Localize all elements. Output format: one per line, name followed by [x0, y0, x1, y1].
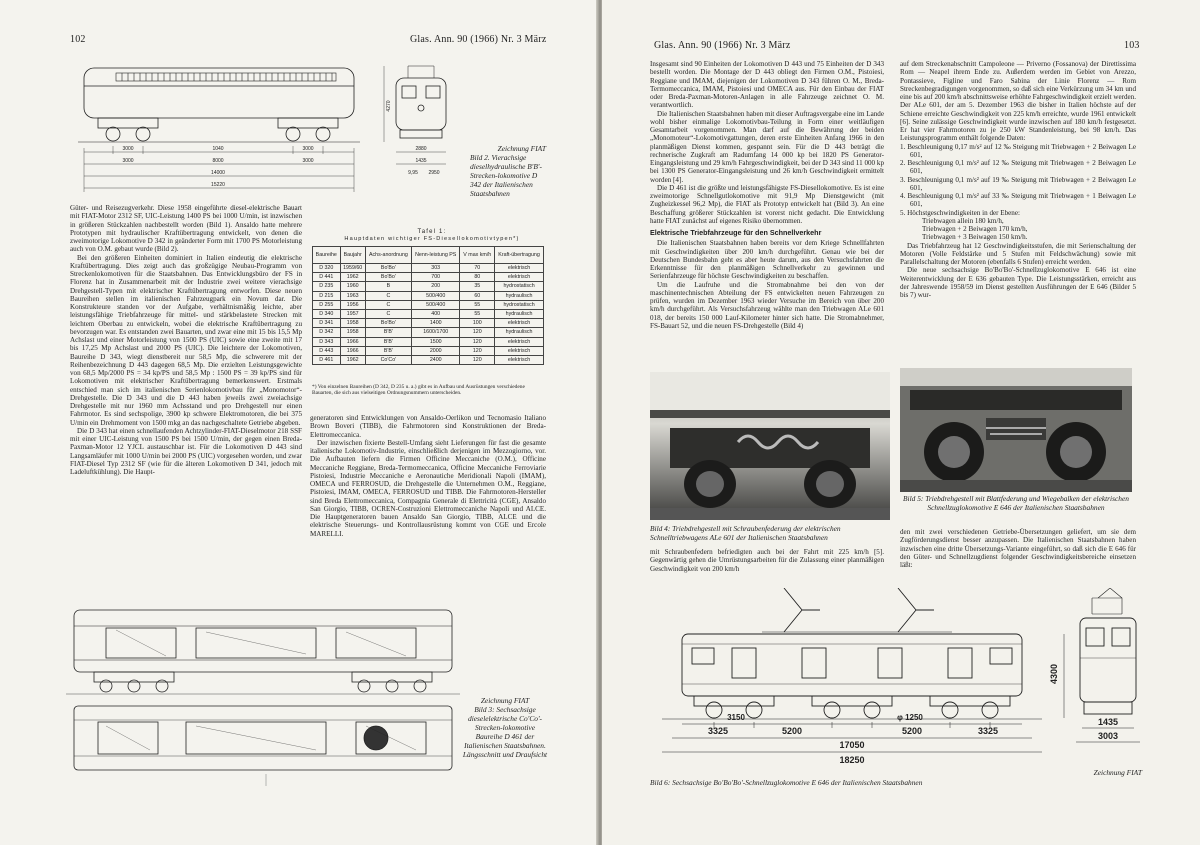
table-row: [313, 337, 544, 346]
dim-gauge-1435: 1435: [1097, 717, 1119, 727]
table-cell: 1962: [340, 273, 365, 282]
table-cell: 1400: [411, 319, 460, 328]
table-cell: C: [365, 309, 411, 318]
paragraph: Die Italienischen Staatsbahnen haben bereits vor dem Kriege Schnellfahrten mit Geschwindigkeiten über 200 km/h durchgeführt. Genau wie bei der Deutschen Bundesbahn geht es aber heute darum, aus den Versuchsfahrten die Erkenntnisse für den planmäßigen Schnellverkehr zu gewinnen und Serienfahrzeuge für höchste Geschwindigkeiten zu beschaffen.: [650, 239, 884, 281]
list-item: Triebwagen allein 180 km/h,: [922, 216, 1004, 225]
table-cell: elektrisch: [495, 264, 544, 273]
dim-3325-left: 3325: [707, 726, 729, 736]
dim-front2: 2950: [428, 170, 440, 176]
table-cell: 303: [411, 264, 460, 273]
table-row: [313, 309, 544, 318]
table-cell: 1966: [340, 346, 365, 355]
table-cell: D 340: [313, 309, 341, 318]
paragraph: auf dem Streckenabschnitt Campoleone — Priverno (Fossanova) der Direttissima Rom — Neapel ihrem Ende zu. Außerdem werden im Gebiet von Arezzo, Pontassieve, Figline und Faro Sabina der Linie Florenz — Rom Streckenbegradigungen vorgenommen, so daß sich eine Verkürzung um 34 km und eine bis auf 200 km/h abschnittsweise erhöhte Fahrgeschwindigkeit erzielt werden. Der ALe 601, der am 5. Dezember 1963 die bisher in Italien höchste auf der Schiene erreichte Geschwindigkeit von 225 km/h erreichte, wurde 1961 entwickelt [6]. Seine zulässige Geschwindigkeit wurde inzwischen auf 180 km/h festgesetzt. Er hat vier Fahrmotoren zu je 250 kW Standenleistung, bei 98 km/h. Das Leistungsprogramm enthält folgende Daten:: [900, 60, 1136, 143]
table-cell: D 320: [313, 264, 341, 273]
paragraph: generatoren sind Entwicklungen von Ansaldo-Oerlikon und Tecnomasio Italiano Brown Boveri (TIBB), die Fahrmotoren sind Konstruktionen der Breda-Elettromeccanica.: [310, 414, 546, 439]
table-cell: D 343: [313, 337, 341, 346]
figure-3-drawing: [66, 590, 460, 786]
table-cell: 35: [460, 282, 495, 291]
table-cell: 120: [460, 346, 495, 355]
table-cell: elektrisch: [495, 337, 544, 346]
dim-3150: 3150: [727, 713, 745, 722]
dim-d2: 8000: [212, 158, 224, 164]
table-cell: D 255: [313, 300, 341, 309]
list-item: 4. Beschleunigung 0,1 m/s² auf 33 ‰ Steigung mit Triebwagen + 1 Beiwagen Le 601,: [900, 192, 1136, 209]
list-item: Triebwagen + 3 Beiwagen 150 km/h.: [922, 233, 1028, 242]
table-cell: 2400: [411, 355, 460, 364]
list-item: 3. Beschleunigung 0,1 m/s² auf 19 ‰ Steigung mit Triebwagen + 2 Beiwagen Le 601,: [900, 175, 1136, 192]
table-cell: Bo'Bo': [365, 264, 411, 273]
dim-d5: 15220: [211, 182, 225, 188]
table-header: Kraft-übertragung: [495, 247, 544, 264]
paragraph: Um die Laufruhe und die Stromabnahme bei den von der maschinentechnischen Abteilung der FS entwickelten neuen Fahrzeugen zu prüfen, wurden im Dezember 1963 wieder Versuche im Bereich von über 200 km/h durchgeführt. Als Versuchsfahrzeug wählte man den Triebwagen ALe 601 018, der bereits 150 000 Lauf-Kilometer hinter sich hatte. Die Stromabnehmer, FS-Bauart 52, und die neuen FS-Drehgestelle (Bild 4): [650, 280, 884, 330]
paragraph: Das Triebfahrzeug hat 12 Geschwindigkeitsstufen, die mit Serienschaltung der Motoren (Volle Feldstärke und 5 Stufen mit Feldschwächung) sowie mit Parallelschaltung der Motoren (ebenfalls 6 Stufen) erreicht werden.: [900, 241, 1136, 266]
list-item: 5. Höchstgeschwindigkeiten in der Ebene:: [900, 208, 1020, 217]
figure-2-text: Bild 2. Vierachsige dieselhydraulische B'B'-Strecken-lokomotive D 342 der Italienischen Staatsbahnen: [470, 153, 542, 198]
table-header: Nenn-leistung PS: [411, 247, 460, 264]
table-row: [313, 355, 544, 364]
figure-4-photo: [650, 372, 890, 520]
table-cell: 70: [460, 264, 495, 273]
table-cell: D 341: [313, 319, 341, 328]
table-cell: hydrostatisch: [495, 282, 544, 291]
paragraph: mit Schraubenfedern befriedigten auch bei der Fahrt mit 225 km/h [5]. Gegenwärtig gehen die Umrüstungsarbeiten für die Zulassung einer planmäßigen Geschwindigkeit von 200 km/h: [650, 548, 884, 573]
right-col2-continued: [900, 528, 1136, 582]
paragraph: Bei den größeren Einheiten dominiert in Italien eindeutig die elektrische Kraftübertragung. Dies zeigt auch das großzügige Neubau-Programm von Streckenlokomotiven für die Staatsbahnen. Das Entwicklungsbüro der FS in Florenz hat in Zusammenarbeit mit der Industrie zwei weitere vierachsige Drehgestell-Typen mit elektrischer Kraftübertragung entworfen. Diese neuen Baureihen stellen im italienischen Fahrzeugpark ein Novum dar. Die Konstrukteure standen vor der Aufgabe, verhältnismäßig leichte, aber leistungsfähige Triebfahrzeuge für mittel- und stärkbelastete Strecken mit leichtem Oberbau zu entwickeln, wobei die elektrische Kraftübertragung zu bevorzugen war. Es entstanden zwei Bauarten, und zwar eine mit 15 bis 15,5 Mp Achslast und einer Motorleistung von 1500 PS (UIC) sowie eine zweite mit 17 bis 17,25 Mp Achslast und 2000 PS (UIC). Die leichtere der Lokomotiven, Baureihe D 343, wiegt dienstbereit nur 58,5 Mp, die schwerere mit der Reihenbezeichnung D 443 dagegen 68,5 Mp. Die erzielten Leistungsgewichte von 68,5 Mp/2000 PS = 34 kp/PS und 58,5 Mp : 1500 PS = 39 kp/PS sind für Lokomotiven mit elektrischer Kraftübertragung bemerkenswert. Erstmals entschied man sich im italienischen Serienlokomotivbau für „Monomotor“-Drehgestelle. Die D 343 und die D 443 haben jeweils zwei zweiachsige Drehgestelle mit nur 1960 mm Achsstand und pro Drehgestell nur einen Fahrmotor. Es sind sechspolige, 3900 kp schwere Elektromotoren, die bei 375 U/min ein Drehmoment von 1500 mkg an das nachgeschaltete Getriebe abgeben.: [70, 253, 302, 427]
table-1-body: [313, 264, 544, 365]
table-row: [313, 346, 544, 355]
table-header: Baureihe: [313, 247, 341, 264]
figure-5-caption: Bild 5: Triebdrehgestell mit Blattfederung und Wiegebalken der elektrischen Schnellzuglokomotive E 646 der Italienischen Staatsbahnen: [903, 494, 1129, 512]
left-page: [0, 0, 598, 845]
table-cell: 1958: [340, 319, 365, 328]
table-cell: B'B': [365, 328, 411, 337]
running-head-right: Glas. Ann. 90 (1966) Nr. 3 März: [654, 40, 791, 51]
table-header: Baujahr: [340, 247, 365, 264]
table-cell: C: [365, 291, 411, 300]
figure-6-caption: Bild 6: Sechsachsige Bo'Bo'Bo'-Schnellzuglokomotive E 646 der Italienischen Staatsbahnen: [650, 778, 923, 787]
table-cell: 55: [460, 309, 495, 318]
paragraph: Die D 343 hat einen schnellaufenden Achtzylinder-FIAT-Dieselmotor 218 SSF mit einer UIC-Leistung von 1500 PS bei 1500 U/min, der gegen einen Breda-Paxman-Motor 12 YJCL austauschbar ist. Für die Lokomotiven D 443 sind Langsamläufer mit 1000 U/min bei 2000 PS (UIC) vorgesehen worden, und zwar FIAT-Diesel Typ 2312 SF (wie für die älteren Lokomotiven D 341, jedoch mit Ladeluftkühlung). Die Haupt-: [70, 426, 302, 476]
table-cell: D 215: [313, 291, 341, 300]
table-cell: D 461: [313, 355, 341, 364]
dim-d4: 14000: [211, 170, 225, 176]
dim-3325-right: 3325: [977, 726, 999, 736]
figure-3-credit: Zeichnung FIAT: [480, 696, 530, 705]
table-1-subtitle: Hauptdaten wichtiger FS-Diesellokomotivtypen*): [344, 236, 520, 242]
performance-list: [900, 143, 1136, 217]
dim-side2: 1435: [415, 158, 427, 164]
table-cell: 500/400: [411, 291, 460, 300]
figure-2-credit: Zeichnung FIAT: [497, 144, 546, 153]
table-cell: 200: [411, 282, 460, 291]
dim-d1: 3000: [122, 146, 134, 152]
paragraph: Insgesamt sind 90 Einheiten der Lokomotiven D 443 und 75 Einheiten der D 343 bestellt worden. Die Montage der D 443 obliegt den Firmen O.M., Pistoiesi, Reggiane und IMAM, diejenigen der Lokomotiven D 343 führen O. M., Breda-Termomeccanica, IMAM, Pistoiesi und OMECA aus. Für den Einbau der FIAT oder Breda-Paxman-Motoren-Anlagen in alle Fahrzeuge zeichnet O. M. verantwortlich.: [650, 60, 884, 110]
page-number-left: 102: [70, 34, 86, 45]
table-cell: 1600/1700: [411, 328, 460, 337]
table-cell: B'B': [365, 346, 411, 355]
table-row: [313, 300, 544, 309]
table-cell: 1956: [340, 300, 365, 309]
dim-width-3003: 3003: [1097, 731, 1119, 741]
table-cell: Bo'Bo': [365, 273, 411, 282]
right-col1-text: [650, 60, 884, 368]
dim-wheel-dia: φ 1250: [897, 713, 923, 722]
table-row: [313, 319, 544, 328]
dim-5200-right: 5200: [901, 726, 923, 736]
table-cell: hydrostatisch: [495, 300, 544, 309]
figure-2-drawing: [68, 56, 468, 198]
table-cell: 80: [460, 273, 495, 282]
table-row: [313, 264, 544, 273]
figure-6-drawing: [652, 588, 1144, 766]
table-cell: D 443: [313, 346, 341, 355]
table-cell: B: [365, 282, 411, 291]
table-cell: 1959/60: [340, 264, 365, 273]
figure-4-caption: Bild 4: Triebdrehgestell mit Schraubenfederung der elektrischen Schnelltriebwagens ALe 601 der Italienischen Staatsbahnen: [650, 524, 841, 542]
table-cell: hydraulisch: [495, 328, 544, 337]
table-cell: 120: [460, 328, 495, 337]
dim-d3: 3000: [302, 158, 314, 164]
dim-front1: 9,95: [408, 170, 418, 176]
table-cell: 2000: [411, 346, 460, 355]
dim-side1: 2880: [415, 146, 427, 152]
table-cell: 120: [460, 337, 495, 346]
figure-2-caption: [470, 144, 550, 198]
table-cell: 400: [411, 309, 460, 318]
section-title: Elektrische Triebfahrzeuge für den Schnellverkehr: [650, 228, 822, 237]
table-cell: 120: [460, 355, 495, 364]
speed-list: [900, 217, 1136, 242]
dim-height: 4270: [386, 100, 392, 112]
left-col2-text: [310, 414, 546, 580]
table-cell: B'B': [365, 337, 411, 346]
figure-3-text: Bild 3: Sechsachsige dieselelektrische Co'Co'-Strecken-lokomotive Baureihe D 461 der Italienischen Staatsbahnen. Längsschnitt und Draufsicht: [462, 705, 548, 759]
table-cell: Co'Co': [365, 355, 411, 364]
table-cell: elektrisch: [495, 273, 544, 282]
table-cell: 100: [460, 319, 495, 328]
table-header: Achs-anordnung: [365, 247, 411, 264]
figure-5-photo: [900, 368, 1132, 492]
right-col1-continued: [650, 548, 884, 582]
dim-18250: 18250: [839, 755, 865, 765]
right-page: [602, 0, 1200, 845]
table-1-footnote: *) Von einzelnen Baureihen (D 342, D 235 u. a.) gibt es in Aufbau und Ausrüstungen verschiedene Bauarten, die sich aus vielseitigen Ordnungsnummern unterscheiden.: [312, 384, 525, 397]
dim-d8: 3000: [122, 158, 134, 164]
table-1-title: Tafel 1:: [417, 229, 447, 235]
table-cell: Bo'Bo': [365, 319, 411, 328]
table-cell: elektrisch: [495, 346, 544, 355]
paragraph: Der inzwischen fixierte Bestell-Umfang sieht Lieferungen für fast die gesamte italienische Lokomotiv-Industrie, einschließlich derjenigen im Mezzogiorno, vor. Die Aufbauten liefern die Firmen Officine Meccaniche (O.M.), Officine Meccaniche Reggiane, Breda-Termomeccanica, Officine Meccaniche Ferroviarie Pistoiesi, Industrie Meccaniche e Aeronautiche Meridionali Napoli (IMAM), OMECA und FERROSUD, die Drehgestelle die Unternehmen O.M., Reggiane, Pistoiesi, IMAM, OMECA, FERROSUD und TIBB. Die Fahrmotoren-Hersteller sind Breda Elettromeccanica, Compagnia Generale di Elettricità (CGE), Ansaldo San Giorgio, TIBB, OCREN-Costruzioni Elettromeccaniche Napoli und ALCE. Die Hauptgeneratoren bauen Ansaldo San Giorgio, TIBB, ALCE und die elektrische Steuerungs- und Kontrollausrüstung kommt von CGE und Ercole MARELLI.: [310, 438, 546, 538]
right-col2-text: [900, 60, 1136, 362]
dim-d6: 3000: [302, 146, 314, 152]
table-cell: elektrisch: [495, 319, 544, 328]
running-head-left: Glas. Ann. 90 (1966) Nr. 3 März: [410, 34, 547, 45]
table-cell: D 342: [313, 328, 341, 337]
paragraph: Die D 461 ist die größte und leistungsfähigste FS-Diesellokomotive. Es ist eine zweimotorige Schnellgutlokomotive mit 91,9 Mp Dienstgewicht (mit Zugheizkessel 96,2 Mp), die FIAT als Prototyp entwickelt hat (Bild 3). An eine Beschaffung größerer Stückzahlen ist vorerst nicht gedacht. Die Entwicklung hatte FIAT zunächst auf eigenes Risiko übernommen.: [650, 183, 884, 225]
table-cell: hydraulisch: [495, 309, 544, 318]
paragraph: Güter- und Reisezugverkehr. Diese 1958 eingeführte diesel-elektrische Bauart mit FIAT-Motor 2312 SF, UIC-Leistung 1400 PS bei 1000 U/min, ist inzwischen in größeren Stückzahlen nachbestellt worden (Bild 1). Ansaldo hatte mehrere Prototypen mit hydraulischer Kraftübertragung entwickelt, von denen die zweimotorige Lokomotive D 342 in geänderter Form mit 1700 PS Motorleistung auch von O.M. gebaut wurde (Bild 2).: [70, 204, 302, 254]
list-item: 1. Beschleunigung 0,17 m/s² auf 12 ‰ Steigung mit Triebwagen + 2 Beiwagen Le 601,: [900, 142, 1136, 159]
table-cell: D 235: [313, 282, 341, 291]
figure-3-caption: [462, 696, 548, 759]
dim-17050: 17050: [839, 740, 865, 750]
table-row: [313, 328, 544, 337]
left-col1-text: [70, 204, 302, 580]
table-cell: 1958: [340, 328, 365, 337]
table-header: V max km/h: [460, 247, 495, 264]
dim-d7: 1040: [212, 146, 224, 152]
table-row: [313, 273, 544, 282]
table-cell: 1963: [340, 291, 365, 300]
table-cell: 1966: [340, 337, 365, 346]
table-cell: 1957: [340, 309, 365, 318]
list-item: Triebwagen + 2 Beiwagen 170 km/h,: [922, 225, 1028, 233]
dim-5200-left: 5200: [781, 726, 803, 736]
table-cell: hydraulisch: [495, 291, 544, 300]
paragraph: Die Italienischen Staatsbahnen haben mit dieser Auftragsvergabe eine im Lande wohl bisher einmalige Lokomotivbau-Teilung in Form einer weitläufigen Gesamtarbeit vorgenommen. Man darf auf die Bewährung der beiden „Monomoteur“-Lokomotivgattungen, deren erste Einheiten Anfang 1966 in den planmäßigen Dienst kommen, gespannt sein. Für die D 443 beträgt die rechnerische Zugkraft am Radumfang 14 000 kp bei 1820 PS Generator-Eingangsleistung und 29 km/h Fahrgeschwindigkeit, bei der D 343 sind 11 000 kp bei 1300 PS Generator-Eingangsleistung und 26 km/h Geschwindigkeit ermittelt worden [4].: [650, 109, 884, 184]
page-number-right: 103: [1124, 40, 1140, 51]
table-1: [312, 246, 544, 365]
table-cell: elektrisch: [495, 355, 544, 364]
table-cell: 1962: [340, 355, 365, 364]
table-cell: 700: [411, 273, 460, 282]
list-item: 2. Beschleunigung 0,1 m/s² auf 12 ‰ Steigung mit Triebwagen + 2 Beiwagen Le 601,: [900, 159, 1136, 176]
figure-6-credit: Zeichnung FIAT: [1093, 768, 1142, 777]
table-cell: 500/400: [411, 300, 460, 309]
paragraph: den mit zwei verschiedenen Getriebe-Übersetzungen geliefert, um sie dem Zugförderungsdienst besser anzupassen. Die Italienischen Staatsbahnen haben inzwischen eine dritte Übersetzungs-Variante eingeführt, so daß sich die E 646 für den Güter- und Schnellzugdienst folgender Geschwindigkeitsbereiche einsetzen läßt:: [900, 528, 1136, 569]
dim-height-4300: 4300: [1049, 663, 1059, 685]
table-row: [313, 282, 544, 291]
table-row: [313, 291, 544, 300]
table-cell: 60: [460, 291, 495, 300]
table-cell: C: [365, 300, 411, 309]
table-cell: 1500: [411, 337, 460, 346]
table-cell: 1960: [340, 282, 365, 291]
table-cell: D 441: [313, 273, 341, 282]
paragraph: Die neue sechsachsige Bo'Bo'Bo'-Schnellzuglokomotive E 646 ist eine Weiterentwicklung der E 636 gebauten Type. Die Leistungsstärken, erreicht aus der Jahreswende 1958/59 im Dienst gestellten Ausführungen der E 646 (Bilder 5 bis 7) wur-: [900, 266, 1136, 299]
table-cell: 55: [460, 300, 495, 309]
